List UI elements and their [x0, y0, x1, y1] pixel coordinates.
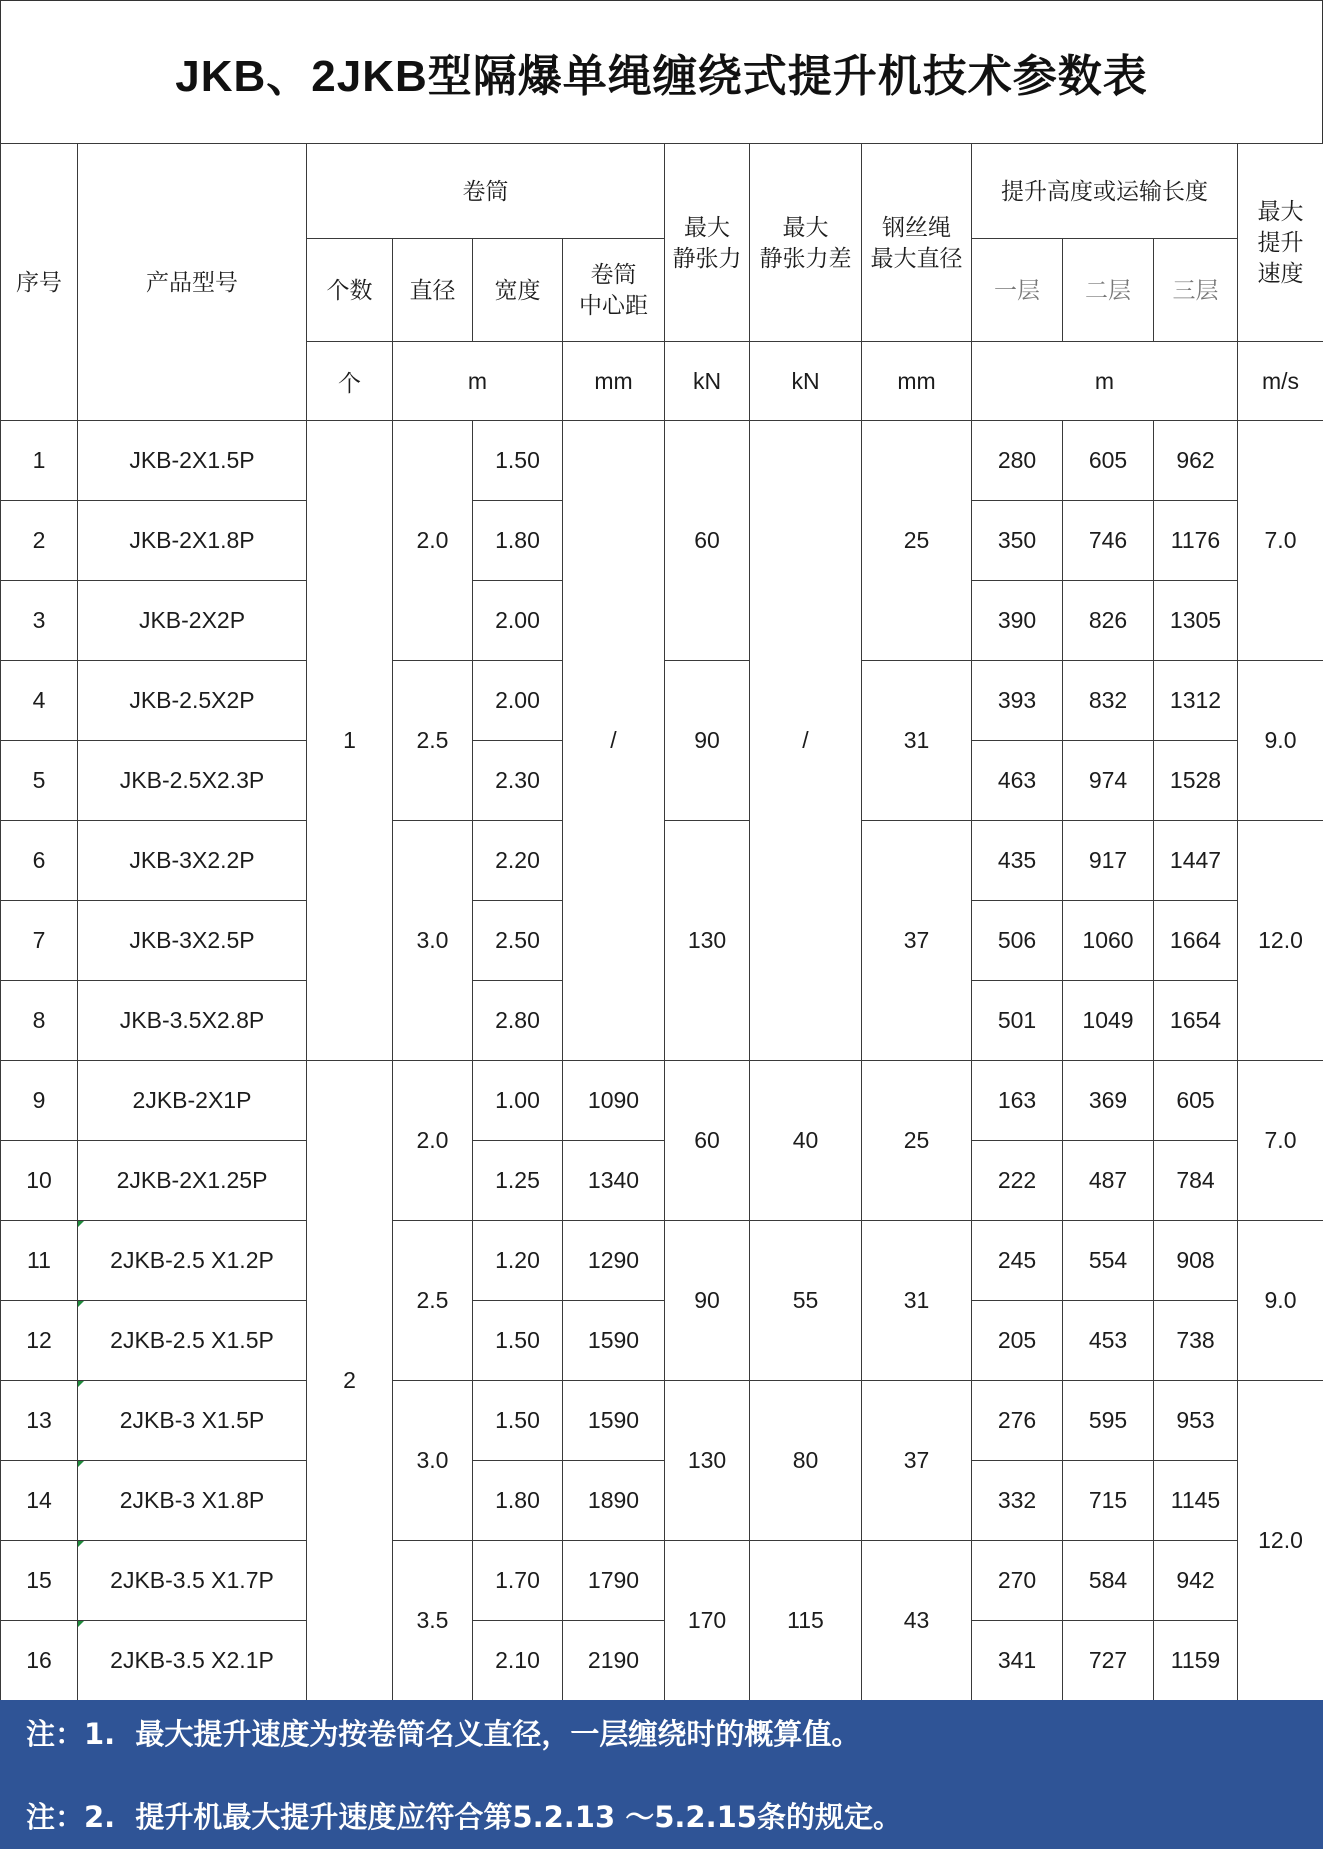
cell-layer-3: 942 [1154, 1541, 1238, 1621]
cell-max-static-tension: 60 [665, 1061, 750, 1221]
cell-layer-3: 1654 [1154, 981, 1238, 1061]
header-row [1, 144, 1323, 239]
cell-rope-max-diameter: 31 [862, 1221, 972, 1381]
cell-center-distance: 1590 [563, 1381, 665, 1461]
cell-layer-2: 369 [1063, 1061, 1154, 1141]
cell-layer-3: 738 [1154, 1301, 1238, 1381]
cell-layer-3: 953 [1154, 1381, 1238, 1461]
unit-drum-count: 个 [307, 342, 393, 421]
cell-layer-2: 554 [1063, 1221, 1154, 1301]
cell-layer-1: 506 [972, 901, 1063, 981]
cell-layer-3: 1159 [1154, 1621, 1238, 1701]
cell-drum-width: 2.00 [473, 661, 563, 741]
cell-layer-1: 270 [972, 1541, 1063, 1621]
header-lift-height: 提升高度或运输长度 [972, 144, 1238, 239]
cell-drum-width: 1.50 [473, 421, 563, 501]
header-layer-2: 二层 [1063, 239, 1154, 342]
cell-layer-3: 1447 [1154, 821, 1238, 901]
header-drum-center-distance: 卷筒 中心距 [563, 239, 665, 342]
cell-layer-2: 1049 [1063, 981, 1154, 1061]
cell-drum-width: 2.30 [473, 741, 563, 821]
cell-max-static-tension-diff: 40 [750, 1061, 862, 1221]
table-wrap [0, 143, 1323, 1700]
cell-no: 5 [1, 741, 78, 821]
cell-max-speed: 12.0 [1238, 1381, 1323, 1701]
cell-layer-1: 390 [972, 581, 1063, 661]
cell-layer-3: 1176 [1154, 501, 1238, 581]
header-drum-count: 个数 [307, 239, 393, 342]
table-header [1, 144, 1323, 421]
cell-rope-max-diameter: 25 [862, 421, 972, 661]
cell-max-static-tension-diff: 80 [750, 1381, 862, 1541]
cell-rope-max-diameter: 37 [862, 1381, 972, 1541]
cell-layer-2: 595 [1063, 1381, 1154, 1461]
header-layer-3: 三层 [1154, 239, 1238, 342]
table-row [1, 1221, 1323, 1301]
cell-model: JKB-2.5X2.3P [78, 741, 307, 821]
cell-model: JKB-3X2.5P [78, 901, 307, 981]
cell-drum-width: 1.25 [473, 1141, 563, 1221]
cell-model: JKB-2X2P [78, 581, 307, 661]
cell-center-distance: 1290 [563, 1221, 665, 1301]
note-1: 注：1. 最大提升速度为按卷筒名义直径，一层缠绕时的概算值。 [26, 1717, 861, 1751]
cell-layer-2: 715 [1063, 1461, 1154, 1541]
table-row [1, 1061, 1323, 1141]
cell-model: 2JKB-2X1P [78, 1061, 307, 1141]
cell-drum-width: 2.10 [473, 1621, 563, 1701]
cell-no: 8 [1, 981, 78, 1061]
cell-drum-width: 1.50 [473, 1381, 563, 1461]
cell-max-static-tension: 90 [665, 1221, 750, 1381]
cell-no: 7 [1, 901, 78, 981]
cell-no: 11 [1, 1221, 78, 1301]
cell-max-speed: 7.0 [1238, 421, 1323, 661]
cell-no: 9 [1, 1061, 78, 1141]
cell-model: JKB-3.5X2.8P [78, 981, 307, 1061]
cell-max-static-tension-diff: / [750, 421, 862, 1061]
cell-drum-width: 2.20 [473, 821, 563, 901]
cell-layer-2: 584 [1063, 1541, 1154, 1621]
cell-no: 10 [1, 1141, 78, 1221]
cell-model: JKB-2.5X2P [78, 661, 307, 741]
page-title: JKB、2JKB型隔爆单绳缠绕式提升机技术参数表 [175, 52, 1148, 101]
cell-layer-3: 908 [1154, 1221, 1238, 1301]
cell-rope-max-diameter: 25 [862, 1061, 972, 1221]
header-drum-diameter: 直径 [393, 239, 473, 342]
cell-layer-1: 463 [972, 741, 1063, 821]
cell-center-distance: 1790 [563, 1541, 665, 1621]
cell-layer-1: 205 [972, 1301, 1063, 1381]
cell-drum-width: 1.20 [473, 1221, 563, 1301]
unit-drum-center-distance: mm [563, 342, 665, 421]
unit-lift-height: m [972, 342, 1238, 421]
unit-max-static-tension: kN [665, 342, 750, 421]
header-no: 序号 [1, 144, 78, 421]
cell-model: 2JKB-3.5 X1.7P [78, 1541, 307, 1621]
cell-drum-diameter: 2.0 [393, 421, 473, 661]
cell-no: 13 [1, 1381, 78, 1461]
cell-center-distance: 2190 [563, 1621, 665, 1701]
cell-layer-1: 276 [972, 1381, 1063, 1461]
cell-layer-3: 962 [1154, 421, 1238, 501]
header-max-speed: 最大 提升 速度 [1238, 144, 1323, 342]
header-drum-width: 宽度 [473, 239, 563, 342]
cell-max-static-tension: 130 [665, 1381, 750, 1541]
cell-drum-width: 1.00 [473, 1061, 563, 1141]
unit-rope-max-diameter: mm [862, 342, 972, 421]
title-box [0, 0, 1323, 143]
cell-center-distance: 1890 [563, 1461, 665, 1541]
cell-layer-3: 1528 [1154, 741, 1238, 821]
spec-table [0, 143, 1323, 1700]
cell-center-distance: / [563, 421, 665, 1061]
cell-layer-1: 393 [972, 661, 1063, 741]
table-body [1, 421, 1323, 1701]
cell-layer-1: 280 [972, 421, 1063, 501]
cell-rope-max-diameter: 43 [862, 1541, 972, 1701]
cell-center-distance: 1340 [563, 1141, 665, 1221]
cell-layer-3: 1145 [1154, 1461, 1238, 1541]
cell-model: JKB-2X1.8P [78, 501, 307, 581]
cell-drum-diameter: 2.5 [393, 1221, 473, 1381]
cell-drum-count: 1 [307, 421, 393, 1061]
cell-layer-3: 605 [1154, 1061, 1238, 1141]
unit-max-static-tension-diff: kN [750, 342, 862, 421]
cell-layer-2: 1060 [1063, 901, 1154, 981]
cell-center-distance: 1090 [563, 1061, 665, 1141]
cell-layer-2: 826 [1063, 581, 1154, 661]
cell-max-speed: 12.0 [1238, 821, 1323, 1061]
cell-no: 4 [1, 661, 78, 741]
header-drum: 卷筒 [307, 144, 665, 239]
cell-layer-3: 1305 [1154, 581, 1238, 661]
cell-drum-diameter: 3.0 [393, 821, 473, 1061]
cell-no: 3 [1, 581, 78, 661]
cell-no: 2 [1, 501, 78, 581]
cell-drum-diameter: 3.5 [393, 1541, 473, 1701]
cell-layer-1: 332 [972, 1461, 1063, 1541]
cell-max-static-tension: 90 [665, 661, 750, 821]
cell-drum-width: 1.80 [473, 1461, 563, 1541]
header-max-static-tension-diff: 最大 静张力差 [750, 144, 862, 342]
notes-footer [0, 1700, 1323, 1849]
cell-drum-width: 1.50 [473, 1301, 563, 1381]
cell-drum-width: 2.50 [473, 901, 563, 981]
cell-no: 14 [1, 1461, 78, 1541]
header-model: 产品型号 [78, 144, 307, 421]
unit-max-speed: m/s [1238, 342, 1323, 421]
unit-drum-size: m [393, 342, 563, 421]
cell-layer-1: 163 [972, 1061, 1063, 1141]
cell-model: JKB-2X1.5P [78, 421, 307, 501]
cell-layer-2: 453 [1063, 1301, 1154, 1381]
cell-max-speed: 9.0 [1238, 661, 1323, 821]
cell-drum-diameter: 2.0 [393, 1061, 473, 1221]
cell-max-static-tension-diff: 115 [750, 1541, 862, 1701]
cell-max-static-tension: 130 [665, 821, 750, 1061]
table-row [1, 1381, 1323, 1461]
cell-layer-1: 350 [972, 501, 1063, 581]
table-row [1, 1461, 1323, 1541]
cell-layer-1: 501 [972, 981, 1063, 1061]
table-row [1, 1541, 1323, 1621]
cell-rope-max-diameter: 31 [862, 661, 972, 821]
cell-layer-2: 974 [1063, 741, 1154, 821]
cell-layer-1: 435 [972, 821, 1063, 901]
note-2: 注：2. 提升机最大提升速度应符合第5.2.13 ～5.2.15条的规定。 [26, 1800, 902, 1834]
cell-max-static-tension: 60 [665, 421, 750, 661]
header-layer-1: 一层 [972, 239, 1063, 342]
cell-model: JKB-3X2.2P [78, 821, 307, 901]
cell-layer-3: 1664 [1154, 901, 1238, 981]
cell-model: 2JKB-2X1.25P [78, 1141, 307, 1221]
cell-max-speed: 7.0 [1238, 1061, 1323, 1221]
cell-model: 2JKB-3.5 X2.1P [78, 1621, 307, 1701]
cell-drum-count: 2 [307, 1061, 393, 1701]
cell-layer-2: 746 [1063, 501, 1154, 581]
table-row [1, 1301, 1323, 1381]
cell-layer-1: 245 [972, 1221, 1063, 1301]
cell-layer-2: 917 [1063, 821, 1154, 901]
cell-layer-2: 487 [1063, 1141, 1154, 1221]
cell-model: 2JKB-3 X1.5P [78, 1381, 307, 1461]
cell-no: 6 [1, 821, 78, 901]
cell-max-static-tension: 170 [665, 1541, 750, 1701]
cell-rope-max-diameter: 37 [862, 821, 972, 1061]
table-row [1, 421, 1323, 501]
header-max-static-tension: 最大 静张力 [665, 144, 750, 342]
cell-model: 2JKB-2.5 X1.5P [78, 1301, 307, 1381]
cell-layer-2: 832 [1063, 661, 1154, 741]
cell-drum-width: 1.80 [473, 501, 563, 581]
cell-no: 1 [1, 421, 78, 501]
cell-model: 2JKB-2.5 X1.2P [78, 1221, 307, 1301]
header-rope-max-diameter: 钢丝绳 最大直径 [862, 144, 972, 342]
cell-no: 15 [1, 1541, 78, 1621]
table-row [1, 1621, 1323, 1701]
cell-layer-3: 1312 [1154, 661, 1238, 741]
cell-layer-3: 784 [1154, 1141, 1238, 1221]
cell-model: 2JKB-3 X1.8P [78, 1461, 307, 1541]
cell-max-static-tension-diff: 55 [750, 1221, 862, 1381]
cell-no: 12 [1, 1301, 78, 1381]
cell-drum-diameter: 3.0 [393, 1381, 473, 1541]
cell-no: 16 [1, 1621, 78, 1701]
cell-drum-width: 2.00 [473, 581, 563, 661]
cell-center-distance: 1590 [563, 1301, 665, 1381]
cell-layer-1: 222 [972, 1141, 1063, 1221]
cell-max-speed: 9.0 [1238, 1221, 1323, 1381]
cell-layer-2: 605 [1063, 421, 1154, 501]
cell-drum-width: 1.70 [473, 1541, 563, 1621]
cell-layer-1: 341 [972, 1621, 1063, 1701]
cell-layer-2: 727 [1063, 1621, 1154, 1701]
table-row [1, 1141, 1323, 1221]
cell-drum-diameter: 2.5 [393, 661, 473, 821]
cell-drum-width: 2.80 [473, 981, 563, 1061]
